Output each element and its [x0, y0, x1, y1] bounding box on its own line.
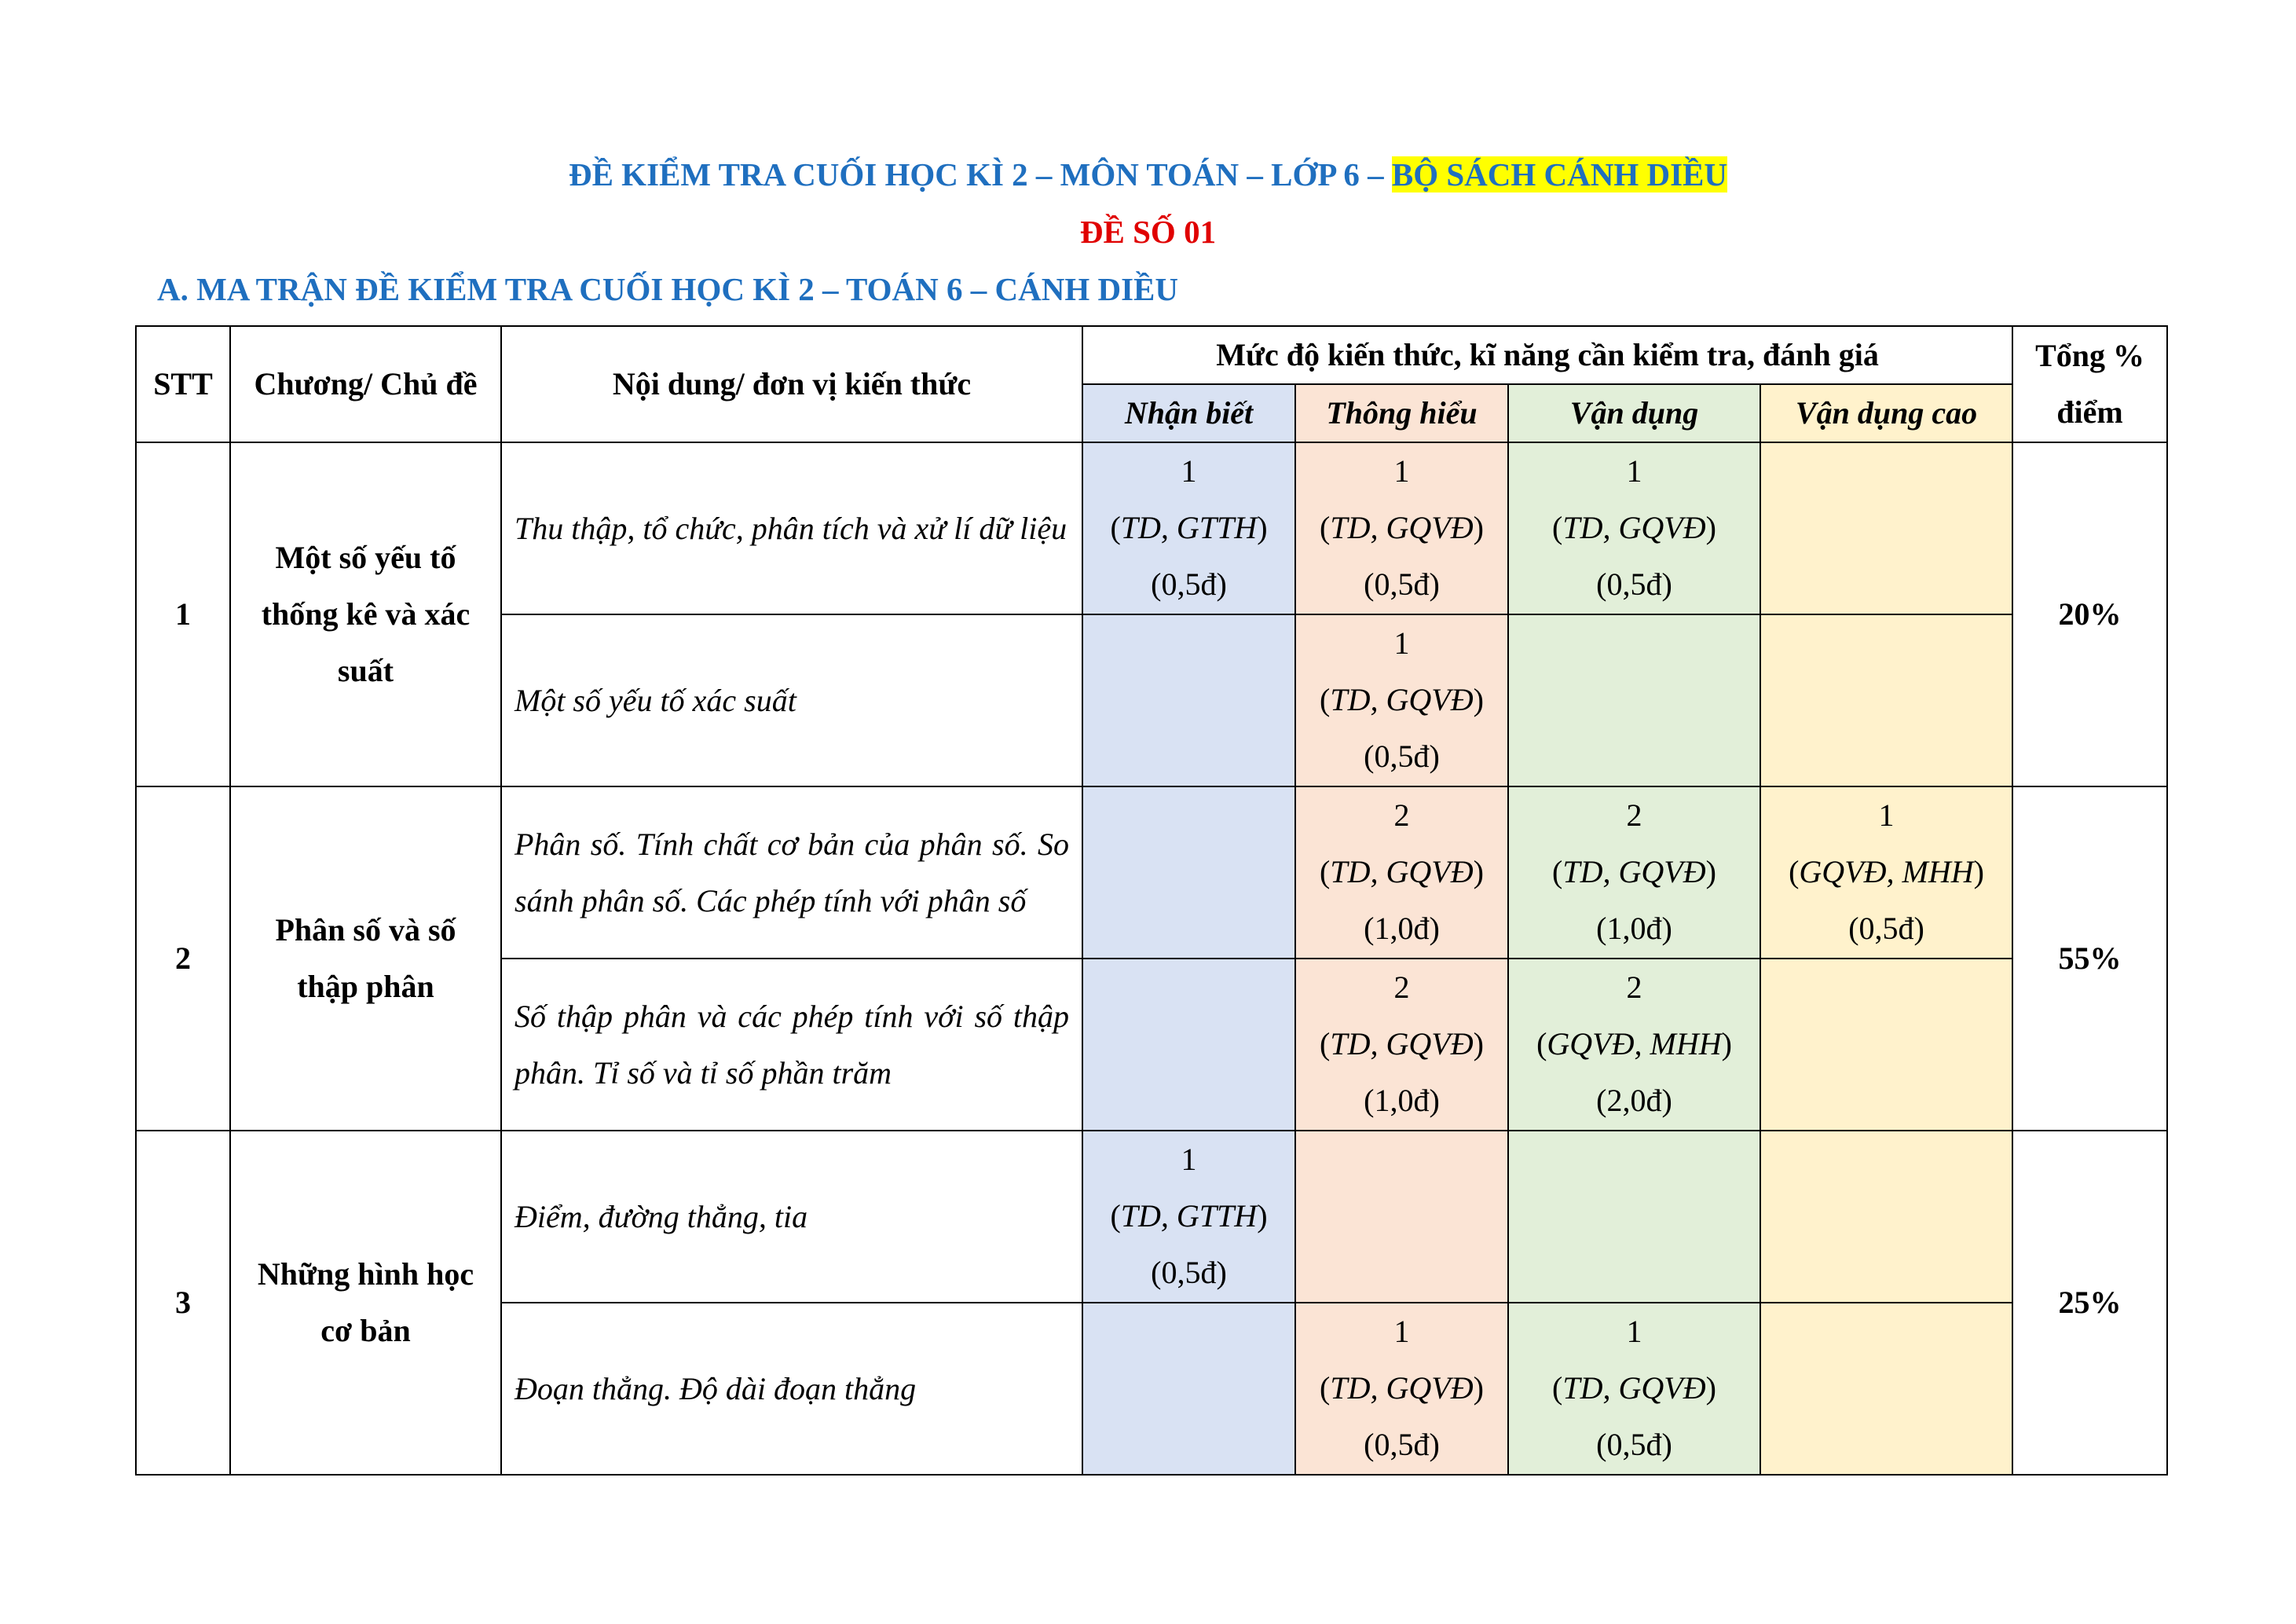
header-level-recognize: Nhận biết — [1082, 384, 1295, 442]
level-cell-understand — [1295, 442, 1508, 614]
skill-codes: (TD, GQVĐ) — [1552, 1370, 1716, 1406]
level-cell-apply-high — [1760, 442, 2012, 614]
skill-codes: (GQVĐ, MHH) — [1789, 854, 1984, 889]
level-cell-recognize — [1082, 614, 1295, 786]
score: (0,5đ) — [1596, 1427, 1672, 1462]
level-cell-apply — [1508, 959, 1760, 1131]
level-cell-understand — [1295, 614, 1508, 786]
row-total-percent: 25% — [2012, 1131, 2167, 1475]
table-row — [136, 1131, 2167, 1303]
level-cell-apply — [1508, 786, 1760, 959]
level-cell-apply — [1508, 1303, 1760, 1475]
skill-codes: (TD, GTTH) — [1110, 1198, 1268, 1234]
question-count: 1 — [1393, 453, 1410, 489]
skill-codes: (TD, GQVĐ) — [1320, 682, 1484, 717]
level-cell-apply-high — [1760, 614, 2012, 786]
level-cell-recognize — [1082, 1131, 1295, 1303]
score: (0,5đ) — [1848, 911, 1924, 946]
skill-codes: (TD, GQVĐ) — [1320, 1026, 1484, 1061]
row-chapter: Phân số và số thập phân — [230, 786, 501, 1131]
row-chapter: Một số yếu tố thống kê và xác suất — [230, 442, 501, 786]
row-content: Phân số. Tính chất cơ bản của phân số. So sánh phân số. Các phép tính với phân số — [501, 786, 1082, 959]
row-stt: 3 — [136, 1131, 230, 1475]
level-cell-apply — [1508, 614, 1760, 786]
level-cell-understand — [1295, 1131, 1508, 1303]
question-count: 1 — [1626, 1314, 1642, 1349]
question-count: 1 — [1393, 625, 1410, 661]
score: (0,5đ) — [1151, 1255, 1227, 1290]
skill-codes: (GQVĐ, MHH) — [1536, 1026, 1732, 1061]
level-cell-recognize — [1082, 1303, 1295, 1475]
header-level-understand: Thông hiểu — [1295, 384, 1508, 442]
score: (0,5đ) — [1364, 1427, 1440, 1462]
score: (1,0đ) — [1364, 1083, 1440, 1118]
level-cell-understand — [1295, 786, 1508, 959]
exam-matrix-table — [135, 325, 2168, 1476]
skill-codes: (TD, GQVĐ) — [1320, 510, 1484, 545]
level-cell-recognize — [1082, 786, 1295, 959]
level-cell-apply-high — [1760, 786, 2012, 959]
row-stt: 1 — [136, 442, 230, 786]
document-title — [0, 156, 2296, 193]
level-cell-apply — [1508, 1131, 1760, 1303]
level-cell-apply-high — [1760, 1131, 2012, 1303]
header-level-apply: Vận dụng — [1508, 384, 1760, 442]
score: (0,5đ) — [1364, 566, 1440, 602]
header-total: Tổng % điểm — [2012, 326, 2167, 442]
table-row — [136, 442, 2167, 614]
header-chapter: Chương/ Chủ đề — [230, 326, 501, 442]
title-main: ĐỀ KIỂM TRA CUỐI HỌC KÌ 2 – MÔN TOÁN – LỚP 6 – — [568, 156, 1392, 192]
question-count: 2 — [1393, 970, 1410, 1005]
row-content: Thu thập, tổ chức, phân tích và xử lí dữ liệu — [501, 442, 1082, 614]
question-count: 2 — [1626, 970, 1642, 1005]
header-level-apply-high: Vận dụng cao — [1760, 384, 2012, 442]
question-count: 1 — [1181, 453, 1197, 489]
document-subtitle: ĐỀ SỐ 01 — [1079, 214, 1217, 250]
question-count: 1 — [1878, 797, 1895, 833]
score: (1,0đ) — [1364, 911, 1440, 946]
level-cell-understand — [1295, 1303, 1508, 1475]
level-cell-apply-high — [1760, 959, 2012, 1131]
row-content: Đoạn thẳng. Độ dài đoạn thẳng — [501, 1303, 1082, 1475]
row-content: Một số yếu tố xác suất — [501, 614, 1082, 786]
score: (0,5đ) — [1151, 566, 1227, 602]
skill-codes: (TD, GQVĐ) — [1320, 854, 1484, 889]
level-cell-apply-high — [1760, 1303, 2012, 1475]
level-cell-apply — [1508, 442, 1760, 614]
skill-codes: (TD, GTTH) — [1110, 510, 1268, 545]
score: (2,0đ) — [1596, 1083, 1672, 1118]
question-count: 2 — [1626, 797, 1642, 833]
header-levels: Mức độ kiến thức, kĩ năng cần kiểm tra, đánh giá — [1082, 326, 2012, 384]
score: (0,5đ) — [1364, 739, 1440, 774]
score: (1,0đ) — [1596, 911, 1672, 946]
level-cell-understand — [1295, 959, 1508, 1131]
question-count: 2 — [1393, 797, 1410, 833]
question-count: 1 — [1181, 1142, 1197, 1177]
level-cell-recognize — [1082, 442, 1295, 614]
table-row — [136, 786, 2167, 959]
header-stt: STT — [136, 326, 230, 442]
row-stt: 2 — [136, 786, 230, 1131]
row-content: Điểm, đường thẳng, tia — [501, 1131, 1082, 1303]
skill-codes: (TD, GQVĐ) — [1552, 510, 1716, 545]
row-total-percent: 55% — [2012, 786, 2167, 1131]
header-content: Nội dung/ đơn vị kiến thức — [501, 326, 1082, 442]
row-chapter: Những hình học cơ bản — [230, 1131, 501, 1475]
skill-codes: (TD, GQVĐ) — [1320, 1370, 1484, 1406]
question-count: 1 — [1393, 1314, 1410, 1349]
question-count: 1 — [1626, 453, 1642, 489]
level-cell-recognize — [1082, 959, 1295, 1131]
section-heading: A. MA TRẬN ĐỀ KIỂM TRA CUỐI HỌC KÌ 2 – TOÁN 6 – CÁNH DIỀU — [157, 271, 1179, 307]
score: (0,5đ) — [1596, 566, 1672, 602]
row-content: Số thập phân và các phép tính với số thập phân. Tỉ số và tỉ số phần trăm — [501, 959, 1082, 1131]
skill-codes: (TD, GQVĐ) — [1552, 854, 1716, 889]
title-highlight: BỘ SÁCH CÁNH DIỀU — [1391, 156, 1728, 192]
row-total-percent: 20% — [2012, 442, 2167, 786]
